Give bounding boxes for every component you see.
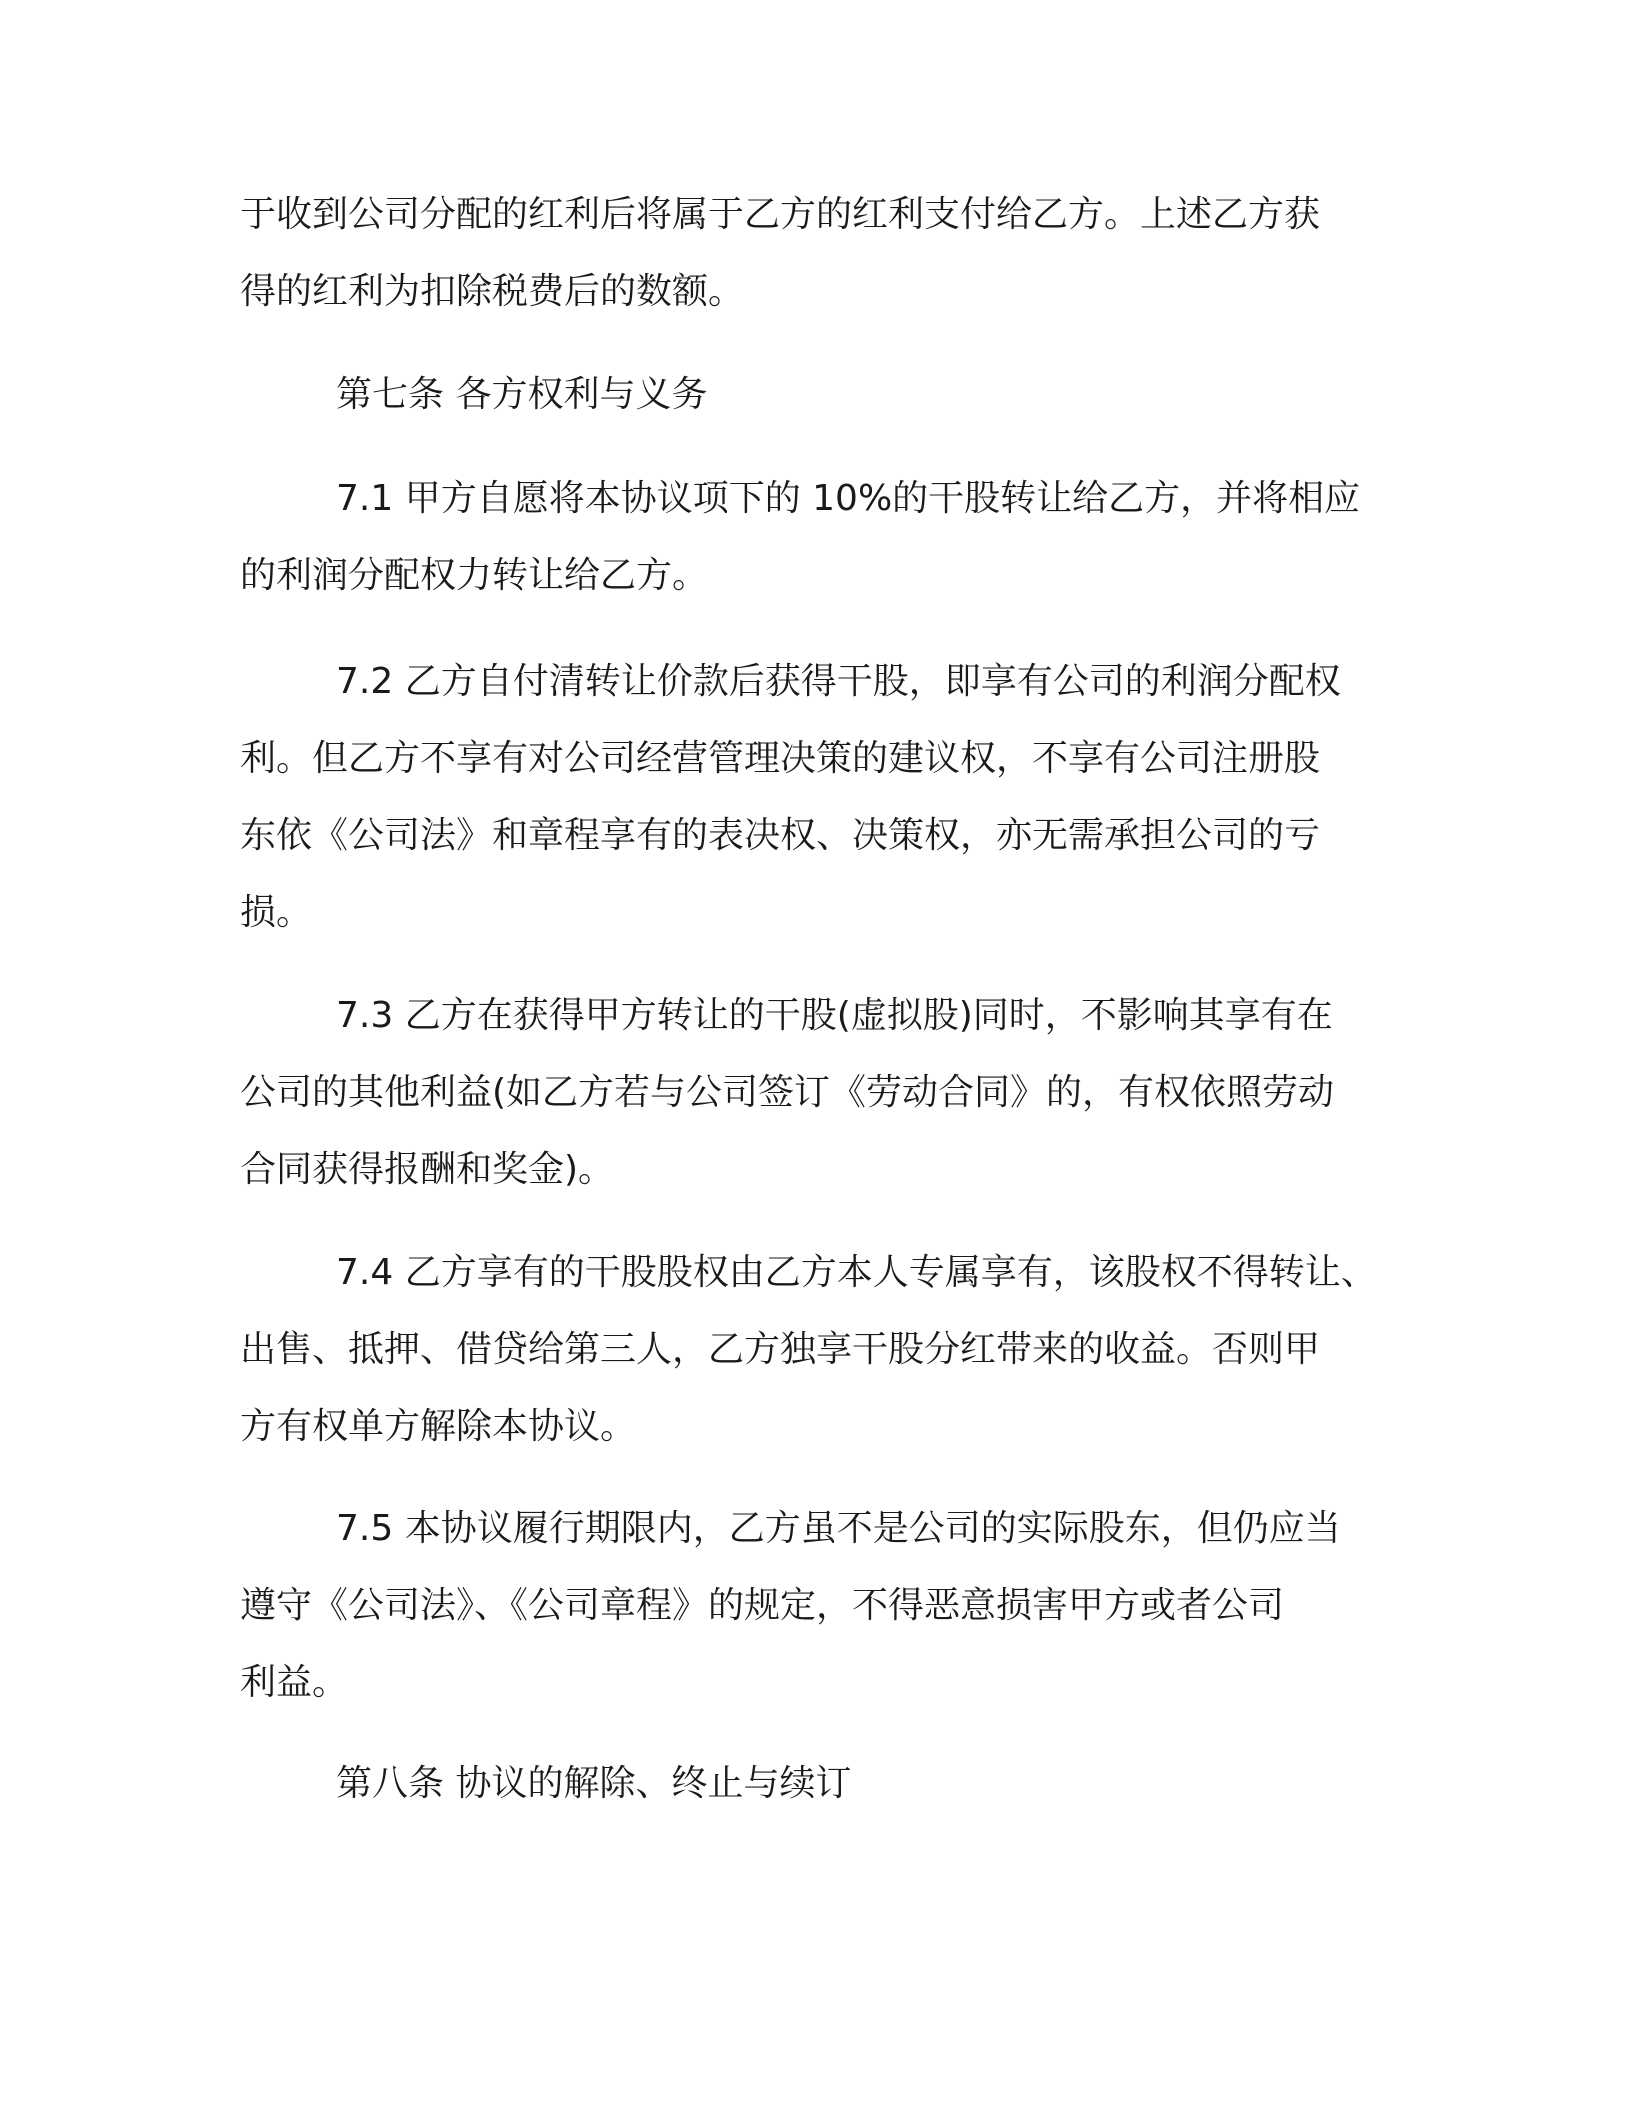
- text-line: 损。: [240, 892, 313, 933]
- text-line: 的利润分配权力转让给乙方。: [240, 555, 709, 596]
- clause-7-5: [240, 1490, 1400, 1721]
- text-line: 利。但乙方不享有对公司经营管理决策的建议权，不享有公司注册股: [240, 738, 1321, 779]
- clause-7-1: [240, 460, 1400, 614]
- text-line: 得的红利为扣除税费后的数额。: [240, 271, 745, 312]
- clause-7-3: [240, 977, 1400, 1208]
- text-line: 7.5 本协议履行期限内，乙方虽不是公司的实际股东，但仍应当: [336, 1508, 1341, 1549]
- text-line: 公司的其他利益(如乙方若与公司签订《劳动合同》的，有权依照劳动: [240, 1072, 1335, 1113]
- clause-7-2: [240, 643, 1400, 951]
- article-8-heading: 第八条 协议的解除、终止与续订: [336, 1763, 852, 1804]
- article-7-heading: 第七条 各方权利与义务: [336, 374, 708, 415]
- text-line: 出售、抵押、借贷给第三人，乙方独享干股分红带来的收益。否则甲: [240, 1329, 1321, 1370]
- text-line: 7.3 乙方在获得甲方转让的干股(虚拟股)同时，不影响其享有在: [336, 995, 1333, 1036]
- text-line: 7.2 乙方自付清转让价款后获得干股，即享有公司的利润分配权: [336, 661, 1341, 702]
- clause-7-4: [240, 1234, 1400, 1465]
- text-line: 7.1 甲方自愿将本协议项下的 10%的干股转让给乙方，并将相应: [336, 478, 1361, 519]
- text-line: 东依《公司法》和章程享有的表决权、决策权，亦无需承担公司的亏: [240, 815, 1321, 856]
- text-line: 利益。: [240, 1662, 349, 1703]
- text-line: 方有权单方解除本协议。: [240, 1406, 637, 1447]
- text-line: 合同获得报酬和奖金)。: [240, 1149, 615, 1190]
- text-line: 于收到公司分配的红利后将属于乙方的红利支付给乙方。上述乙方获: [240, 194, 1321, 235]
- intro-paragraph: [240, 176, 1400, 330]
- text-line: 7.4 乙方享有的干股股权由乙方本人专属享有，该股权不得转让、: [336, 1252, 1377, 1293]
- text-line: 遵守《公司法》、《公司章程》的规定，不得恶意损害甲方或者公司: [240, 1585, 1285, 1626]
